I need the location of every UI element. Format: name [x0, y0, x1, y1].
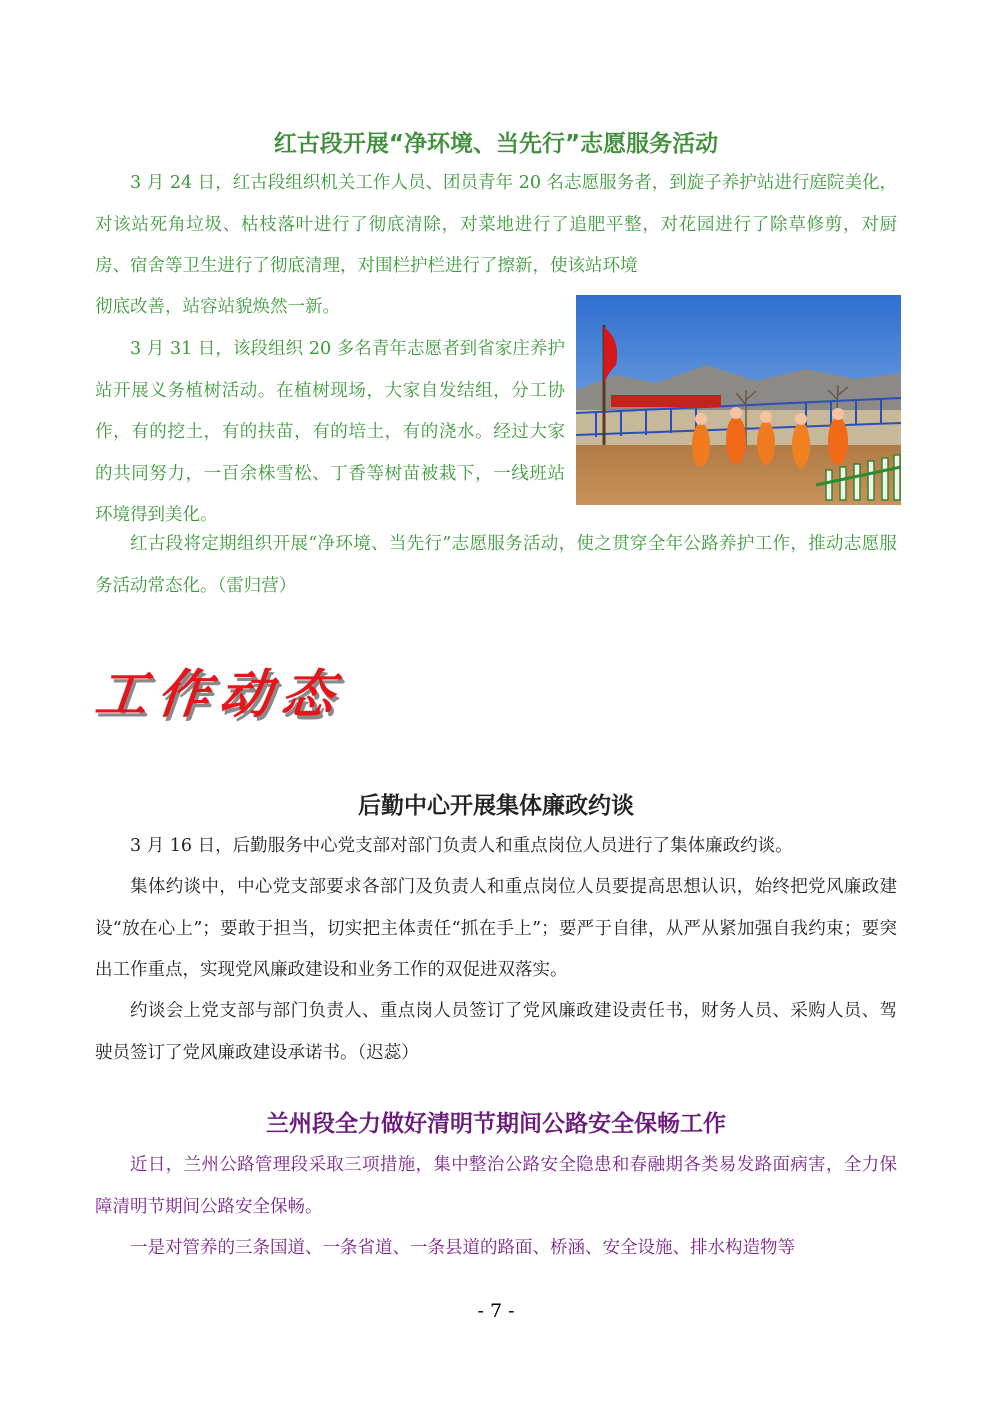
article1-paragraph-1-tail: 彻底改善，站容站貌焕然一新。	[95, 297, 340, 317]
article2-title: 后勤中心开展集体廉政约谈	[358, 793, 634, 819]
article2-paragraph-1: 3 月 16 日，后勤服务中心党支部对部门负责人和重点岗位人员进行了集体廉政约谈。	[130, 836, 793, 856]
article1-title: 红古段开展“净环境、当先行”志愿服务活动	[273, 131, 719, 157]
tree-planting-photo	[576, 295, 901, 505]
tree-planting-photo-icon	[576, 295, 901, 505]
article3-paragraph-2: 一是对管养的三条国道、一条省道、一条县道的路面、桥涵、安全设施、排水构造物等	[130, 1238, 795, 1258]
article3-title: 兰州段全力做好清明节期间公路安全保畅工作	[266, 1111, 726, 1137]
article2-paragraph-2: 集体约谈中，中心党支部要求各部门及负责人和重点岗位人员要提高思想认识，始终把党风廉政建设“放在心上”；要敢于担当，切实把主体责任“抓在手上”；要严于自律，从严从紧加强自我约束；要突出工作重点，实现党风廉政建设和业务工作的双促进双落实。	[95, 877, 897, 980]
section-title: 工作动态	[92, 665, 347, 725]
article3-paragraph-1: 近日，兰州公路管理段采取三项措施，集中整治公路安全隐患和春融期各类易发路面病害，全力保障清明节期间公路安全保畅。	[95, 1155, 897, 1217]
page-number: - 7 -	[477, 1300, 515, 1322]
article1-paragraph-3: 红古段将定期组织开展“净环境、当先行”志愿服务活动，使之贯穿全年公路养护工作，推动志愿服务活动常态化。（雷归营）	[95, 534, 897, 596]
article2-paragraph-3: 约谈会上党支部与部门负责人、重点岗人员签订了党风廉政建设责任书，财务人员、采购人员、驾驶员签订了党风廉政建设承诺书。（迟蕊）	[95, 1001, 897, 1063]
article1-paragraph-2: 3 月 31 日，该段组织 20 多名青年志愿者到省家庄养护站开展义务植树活动。在植树现场，大家自发结组，分工协作，有的挖土，有的扶苗，有的培土，有的浇水。经过大家的共同努力，一百余株雪松、丁香等树苗被栽下，一线班站环境得到美化。	[95, 339, 565, 525]
article1-paragraph-1: 3 月 24 日，红古段组织机关工作人员、团员青年 20 名志愿服务者，到旋子养护站进行庭院美化，对该站死角垃圾、枯枝落叶进行了彻底清除，对菜地进行了追肥平整，对花园进行了除草修剪，对厨房、宿舍等卫生进行了彻底清理，对围栏护栏进行了擦新，使该站环境	[95, 173, 897, 276]
